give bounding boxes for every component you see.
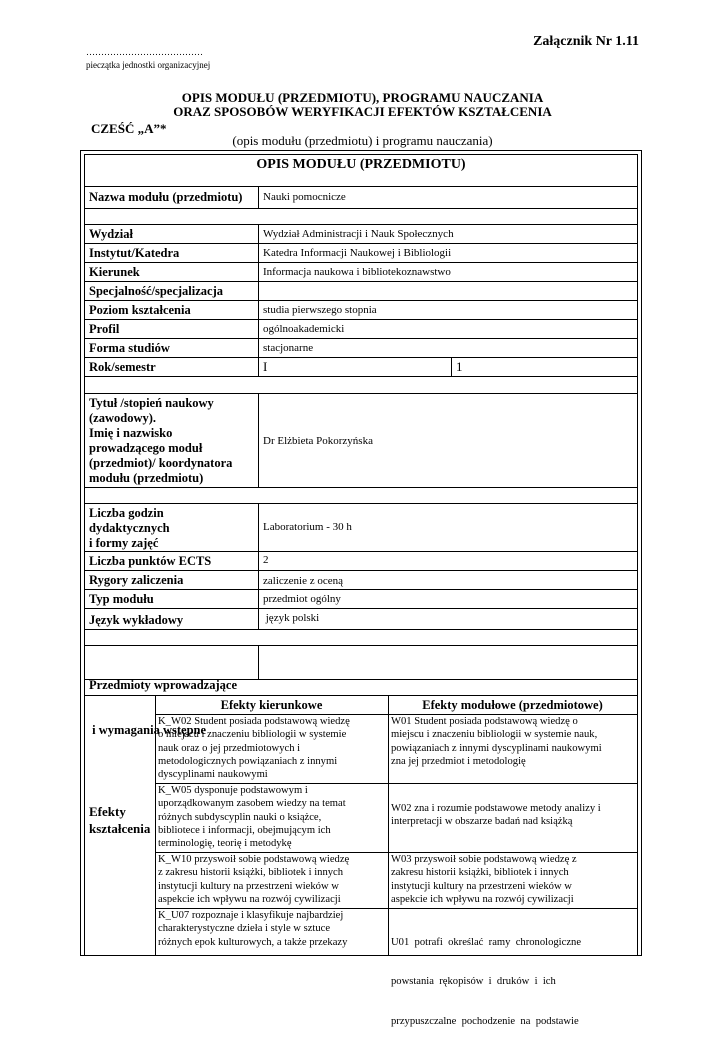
text-line: K_W02 Student posiada podstawową wiedzę xyxy=(158,716,350,727)
row-language xyxy=(85,609,637,630)
instructor-label-line: modułu (przedmiotu) xyxy=(89,471,204,485)
table-title-row xyxy=(85,155,637,187)
row-specialization xyxy=(85,282,637,301)
text-line: nauk oraz o jej przedmiotowych i xyxy=(158,742,301,754)
text-line: terminologię, teorię i metodykę xyxy=(158,838,292,850)
stamp-dots: ………………………………… xyxy=(86,47,203,57)
text-line: W03 przyswoił sobie podstawową wiedzę z xyxy=(391,854,577,865)
instructor-label-line: Tytuł /stopień naukowy xyxy=(89,396,214,410)
row-hours xyxy=(85,504,637,552)
hours-label-line: Liczba godzin xyxy=(89,506,164,520)
field-outcome xyxy=(158,853,386,906)
text-line: W01 Student posiada podstawową wiedzę o xyxy=(391,716,578,727)
language-label: Język wykładowy xyxy=(89,613,184,627)
outcomes-label xyxy=(89,803,150,837)
text-line: K_W10 przyswoił sobie podstawową wiedzę xyxy=(158,854,350,865)
text-line: zakresu historii książki, bibliotek i innych xyxy=(391,867,569,879)
spacer-row xyxy=(85,680,637,696)
text-line: instytucji kultury na przestrzeni wieków w xyxy=(158,880,339,892)
specialization-label: Specjalność/specjalizacja xyxy=(89,284,224,298)
instructor-label-line: Imię i nazwisko xyxy=(89,426,173,440)
row-faculty xyxy=(85,225,637,244)
study-form-value: stacjonarne xyxy=(263,342,314,354)
text-line: przypuszczalne pochodzenie na podstawie xyxy=(391,1016,579,1028)
field-label: Kierunek xyxy=(89,265,140,279)
hours-label-line: dydaktycznych xyxy=(89,521,170,535)
text-line: powstania rękopisów i druków i ich xyxy=(391,976,556,988)
text-line: różnych subdyscyplin nauki o książce, xyxy=(158,811,322,823)
text-line: charakterystyczne dzieła i style w sztuce xyxy=(158,923,331,935)
outcomes-label-line: kształcenia xyxy=(89,821,151,836)
text-line: aspekcie ich wpływu na rozwój cywilizacji xyxy=(158,893,341,905)
col-module-outcomes: Efekty modułowe (przedmiotowe) xyxy=(422,698,603,712)
row-level xyxy=(85,301,637,320)
credit-label: Rygory zaliczenia xyxy=(89,573,184,587)
row-profile xyxy=(85,320,637,339)
outcomes-label-line: Efekty xyxy=(89,804,126,819)
annex-number: Załącznik Nr 1.11 xyxy=(533,34,639,49)
hours-label-line: i formy zajęć xyxy=(89,536,159,550)
instructor-value: Dr Elżbieta Pokorzyńska xyxy=(263,435,373,447)
text-line: metodologicznych powiązaniach z innymi xyxy=(158,755,338,767)
year-value: I xyxy=(263,359,268,374)
subtitle: (opis modułu (przedmiotu) i programu nauczania) xyxy=(232,133,493,148)
text-line: K_W05 dysponuje podstawowym i xyxy=(158,785,308,796)
semester-value: 1 xyxy=(456,359,463,374)
field-outcome xyxy=(158,784,386,850)
module-name-label: Nazwa modułu (przedmiotu) xyxy=(89,190,243,204)
module-name-value: Nauki pomocnicze xyxy=(263,191,346,203)
table-title: OPIS MODUŁU (PRZEDMIOTU) xyxy=(256,157,466,172)
text-line: K_U07 rozpoznaje i klasyfikuje najbardziej xyxy=(158,910,344,921)
institute-value: Katedra Informacji Naukowej i Bibliologii xyxy=(263,247,452,259)
row-credit xyxy=(85,571,637,590)
institute-label: Instytut/Katedra xyxy=(89,246,180,260)
hours-label xyxy=(89,506,170,551)
row-study-form xyxy=(85,339,637,358)
faculty-value: Wydział Administracji i Nauk Społecznych xyxy=(263,228,454,240)
text-line: aspekcie ich wpływu na rozwój cywilizacji xyxy=(391,893,574,905)
heading-line-2: ORAZ SPOSOBÓW WERYFIKACJI EFEKTÓW KSZTAŁCENIA xyxy=(173,104,552,119)
row-year-semester xyxy=(85,358,637,377)
text-line: o miejscu i znaczeniu bibliologii w systemie xyxy=(158,729,347,741)
faculty-label: Wydział xyxy=(89,227,133,241)
spacer-row xyxy=(85,630,637,646)
part-label: CZEŚĆ „A”* xyxy=(91,121,167,136)
field-outcome xyxy=(158,715,386,781)
ects-value: 2 xyxy=(263,554,269,566)
field-outcome xyxy=(158,909,386,949)
instructor-label xyxy=(89,396,232,486)
profile-value: ogólnoakademicki xyxy=(263,323,345,335)
text-line: z zakresu historii książki, bibliotek i innych xyxy=(158,867,344,879)
instructor-label-line: (zawodowy). xyxy=(89,411,157,425)
text-line: uporządkowanym zasobem wiedzy na temat xyxy=(158,798,346,810)
module-outcome xyxy=(391,853,633,906)
text-line: interpretacji w obszarze badań nad książką xyxy=(391,816,573,828)
year-semester-label: Rok/semestr xyxy=(89,360,156,374)
text-line: powiązaniach z innymi dyscyplinami naukowymi xyxy=(391,742,602,754)
level-value: studia pierwszego stopnia xyxy=(263,304,377,316)
level-label: Poziom kształcenia xyxy=(89,303,191,317)
row-module-type xyxy=(85,590,637,609)
hours-value: Laboratorium - 30 h xyxy=(263,521,352,533)
study-form-label: Forma studiów xyxy=(89,341,170,355)
module-type-label: Typ modułu xyxy=(89,592,154,606)
text-line: W02 zna i rozumie podstawowe metody analizy i xyxy=(391,803,601,814)
text-line: zna jej przedmiot i metodologię xyxy=(391,755,526,767)
module-outcome xyxy=(391,909,633,1055)
row-institute xyxy=(85,244,637,263)
prerequisites-label-line: Przedmioty wprowadzające xyxy=(89,678,237,692)
text-line: różnych epok kulturowych, a także przekazy xyxy=(158,936,348,948)
module-outcome xyxy=(391,802,633,829)
text-line: U01 potrafi określać ramy chronologiczne xyxy=(391,936,582,948)
stamp-label: pieczątka jednostki organizacyjnej xyxy=(86,60,211,70)
text-line: instytucji kultury na przestrzeni wieków w xyxy=(391,880,572,892)
ects-label: Liczba punktów ECTS xyxy=(89,554,212,568)
field-value: Informacja naukowa i bibliotekoznawstwo xyxy=(263,266,451,278)
module-outcome xyxy=(391,715,633,768)
instructor-label-line: (przedmiot)/ koordynatora xyxy=(89,456,233,470)
row-instructor xyxy=(85,394,637,488)
spacer-row xyxy=(85,488,637,504)
heading-line-1: OPIS MODUŁU (PRZEDMIOTU), PROGRAMU NAUCZANIA xyxy=(181,90,544,105)
text-line: bibliotece i informacji, obejmującym ich xyxy=(158,824,331,836)
module-description-table xyxy=(80,150,642,1028)
spacer-row xyxy=(85,209,637,225)
row-module-name xyxy=(85,187,637,209)
text-line: miejscu i znaczeniu bibliologii w systemie nauk, xyxy=(391,729,598,741)
module-type-value: przedmiot ogólny xyxy=(263,593,341,605)
language-value: język polski xyxy=(263,612,320,624)
credit-value: zaliczenie z oceną xyxy=(263,575,343,587)
text-line: dyscyplinami naukowymi xyxy=(158,769,268,781)
col-field-outcomes: Efekty kierunkowe xyxy=(220,698,323,712)
outcomes-block xyxy=(85,696,637,1028)
spacer-row xyxy=(85,377,637,394)
row-field xyxy=(85,263,637,282)
prerequisites-label-line: i wymagania wstępne xyxy=(89,723,207,737)
row-ects xyxy=(85,552,637,571)
instructor-label-line: prowadzącego moduł xyxy=(89,441,203,455)
profile-label: Profil xyxy=(89,322,120,336)
